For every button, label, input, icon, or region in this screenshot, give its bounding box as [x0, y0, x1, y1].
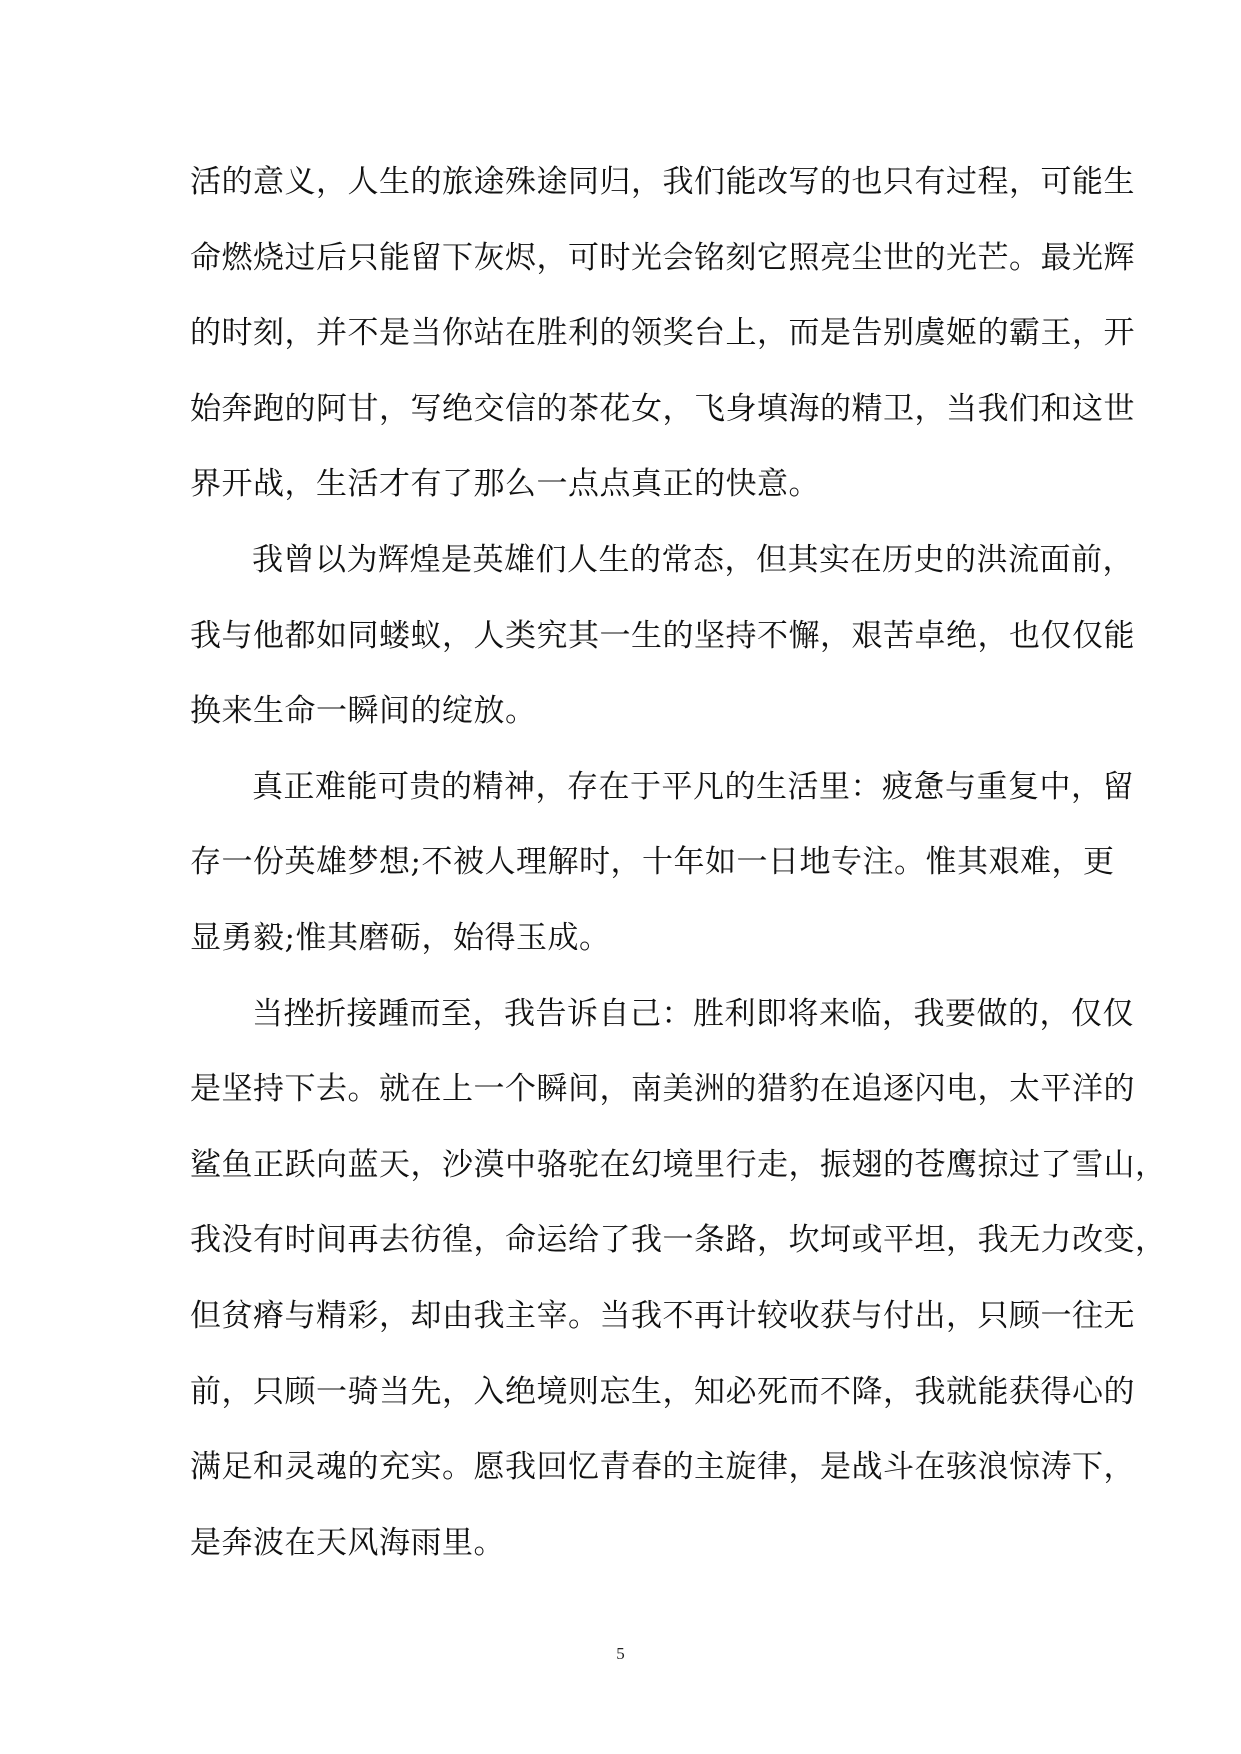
text-line: 我与他都如同蝼蚁，人类究其一生的坚持不懈，艰苦卓绝，也仅仅能	[190, 617, 1135, 654]
text-line: 活的意义，人生的旅途殊途同归，我们能改写的也只有过程，可能生	[190, 164, 1135, 200]
text-line: 换来生命一瞬间的绽放。	[190, 693, 537, 730]
text-line: 存一份英雄梦想;不被人理解时，十年如一日地专注。惟其艰难，更	[190, 844, 1115, 881]
paragraph-first-line: 当挫折接踵而至，我告诉自己：胜利即将来临，我要做的，仅仅	[252, 995, 1134, 1032]
text-line: 的时刻，并不是当你站在胜利的领奖台上，而是告别虞姬的霸王，开	[190, 315, 1135, 352]
text-line: 界开战，生活才有了那么一点点真正的快意。	[190, 466, 820, 503]
text-line: 鲨鱼正跃向蓝天，沙漠中骆驼在幻境里行走，振翅的苍鹰掠过了雪山，	[190, 1146, 1167, 1183]
paragraph-first-line: 我曾以为辉煌是英雄们人生的常态，但其实在历史的洪流面前，	[252, 541, 1134, 578]
text-line: 是坚持下去。就在上一个瞬间，南美洲的猎豹在追逐闪电，太平洋的	[190, 1071, 1135, 1108]
text-line: 始奔跑的阿甘，写绝交信的茶花女，飞身填海的精卫，当我们和这世	[190, 390, 1135, 427]
text-line: 我没有时间再去彷徨，命运给了我一条路，坎坷或平坦，我无力改变，	[190, 1222, 1167, 1259]
text-line: 是奔波在天风海雨里。	[190, 1524, 505, 1561]
paragraph-first-line: 真正难能可贵的精神，存在于平凡的生活里：疲惫与重复中，留	[252, 768, 1134, 805]
text-line: 前，只顾一骑当先，入绝境则忘生，知必死而不降，我就能获得心的	[190, 1373, 1135, 1410]
text-line: 命燃烧过后只能留下灰烬，可时光会铭刻它照亮尘世的光芒。最光辉	[190, 239, 1135, 276]
text-line: 满足和灵魂的充实。愿我回忆青春的主旋律，是战斗在骇浪惊涛下，	[190, 1449, 1135, 1486]
document-body	[190, 145, 1167, 1581]
text-line: 但贫瘠与精彩，却由我主宰。当我不再计较收获与付出，只顾一往无	[190, 1297, 1135, 1334]
text-line: 显勇毅;惟其磨砺，始得玉成。	[190, 919, 611, 956]
page-number: 5	[616, 1644, 625, 1663]
